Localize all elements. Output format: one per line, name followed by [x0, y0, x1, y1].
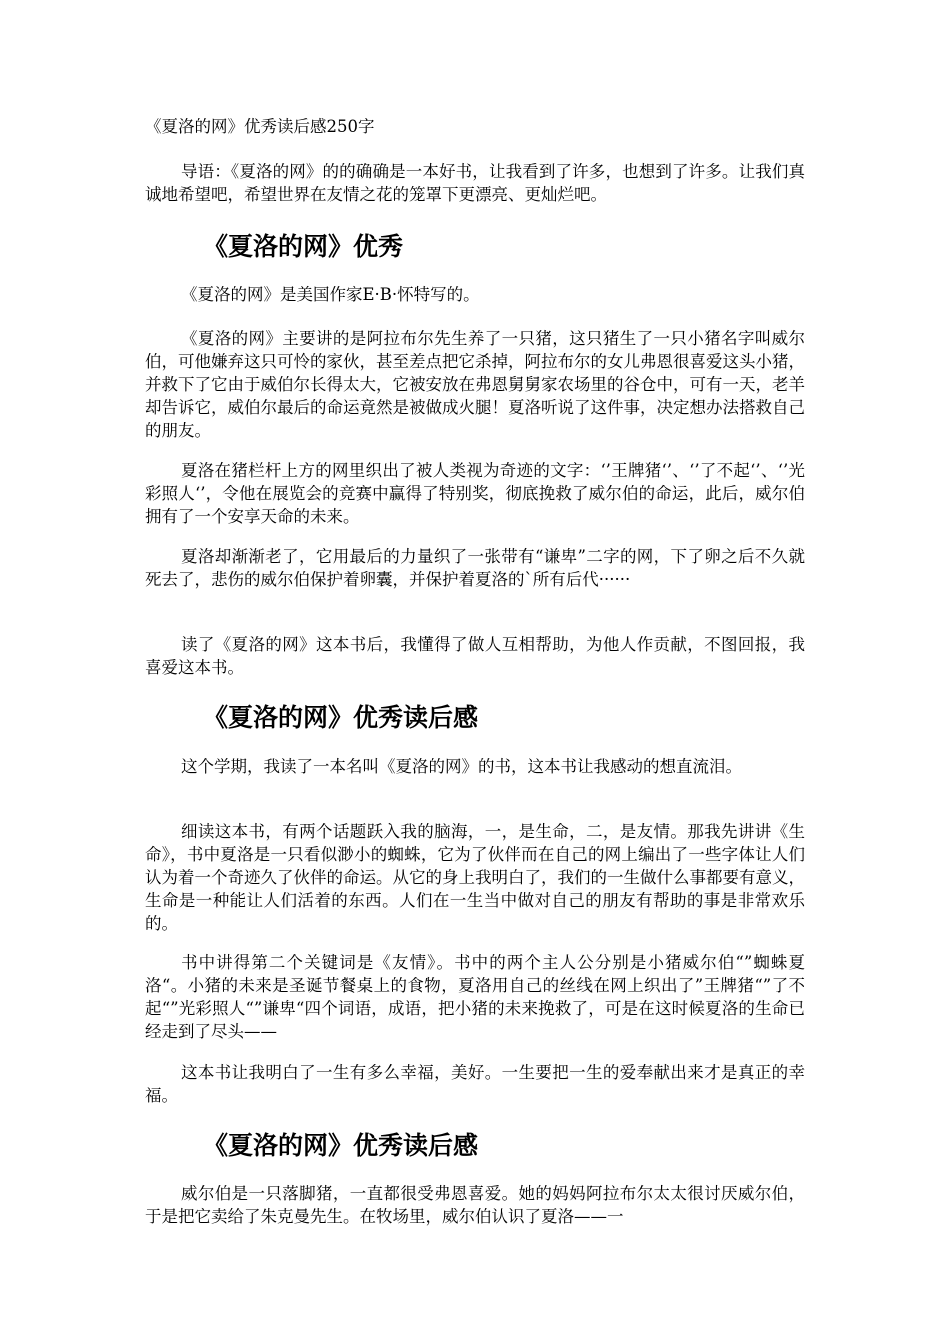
section-1-paragraph-3: 夏洛在猪栏杆上方的网里织出了被人类视为奇迹的文字：‘’王牌猪‘’、‘’了不起‘’、‘’光彩照人‘’，令他在展览会的竞赛中赢得了特别奖，彻底挽救了威尔伯的命运，此后，威尔伯拥有了一个安享天命的未来。 [145, 461, 805, 526]
section-1-paragraph-2: 《夏洛的网》主要讲的是阿拉布尔先生养了一只猪，这只猪生了一只小猪名字叫威尔伯，可他嫌弃这只可怜的家伙，甚至差点把它杀掉，阿拉布尔的女儿弗恩很喜爱这头小猪，并救下了它由于威伯尔长得太大，它被安放在弗恩舅舅家农场里的谷仓中，可有一天，老羊却告诉它，威伯尔最后的命运竟然是被做成火腿！夏洛听说了这件事，决定想办法搭救自己的朋友。 [145, 329, 805, 440]
section-2-paragraph-2: 细读这本书，有两个话题跃入我的脑海，一，是生命，二，是友情。那我先讲讲《生命》，书中夏洛是一只看似渺小的蜘蛛，它为了伙伴而在自己的网上编出了一些字体让人们认为着一个奇迹久了伙伴的命运。从它的身上我明白了，我们的一生做什么事都要有意义，生命是一种能让人们活着的东西。人们在一生当中做对自己的朋友有帮助的事是非常欢乐的。 [145, 822, 805, 933]
section-1-paragraph-5: 读了《夏洛的网》这本书后，我懂得了做人互相帮助，为他人作贡献，不图回报，我喜爱这本书。 [145, 635, 805, 677]
section-3-heading: 《夏洛的网》优秀读后感 [203, 1131, 479, 1160]
section-1-paragraph-1: 《夏洛的网》是美国作家E·B·怀特写的。 [181, 285, 480, 304]
section-1-heading: 《夏洛的网》优秀 [203, 232, 404, 261]
section-2-paragraph-3: 书中讲得第二个关键词是《友情》。书中的两个主人公分别是小猪威尔伯“”蜘蛛夏洛“。小猪的未来是圣诞节餐桌上的食物，夏洛用自己的丝线在网上织出了”王牌猪“”了不起“”光彩照人“”谦卑“四个词语，成语，把小猪的未来挽救了，可是在这时候夏洛的生命已经走到了尽头—— [145, 953, 805, 1041]
intro-paragraph: 导语：《夏洛的网》的的确确是一本好书，让我看到了许多，也想到了许多。让我们真诚地希望吧，希望世界在友情之花的笼罩下更漂亮、更灿烂吧。 [145, 162, 805, 204]
document-title: 《夏洛的网》优秀读后感250字 [145, 117, 375, 136]
section-3-paragraph-1: 威尔伯是一只落脚猪，一直都很受弗恩喜爱。她的妈妈阿拉布尔太太很讨厌威尔伯，于是把它卖给了朱克曼先生。在牧场里，威尔伯认识了夏洛——一 [145, 1184, 805, 1226]
section-2-heading: 《夏洛的网》优秀读后感 [203, 703, 479, 732]
section-2-paragraph-4: 这本书让我明白了一生有多么幸福，美好。一生要把一生的爱奉献出来才是真正的幸福。 [145, 1063, 805, 1105]
section-2-paragraph-1: 这个学期，我读了一本名叫《夏洛的网》的书，这本书让我感动的想直流泪。 [181, 757, 742, 776]
section-1-paragraph-4: 夏洛却渐渐老了，它用最后的力量织了一张带有“谦卑”二字的网，下了卵之后不久就死去了，悲伤的威尔伯保护着卵囊，并保护着夏洛的`所有后代······ [145, 547, 805, 589]
